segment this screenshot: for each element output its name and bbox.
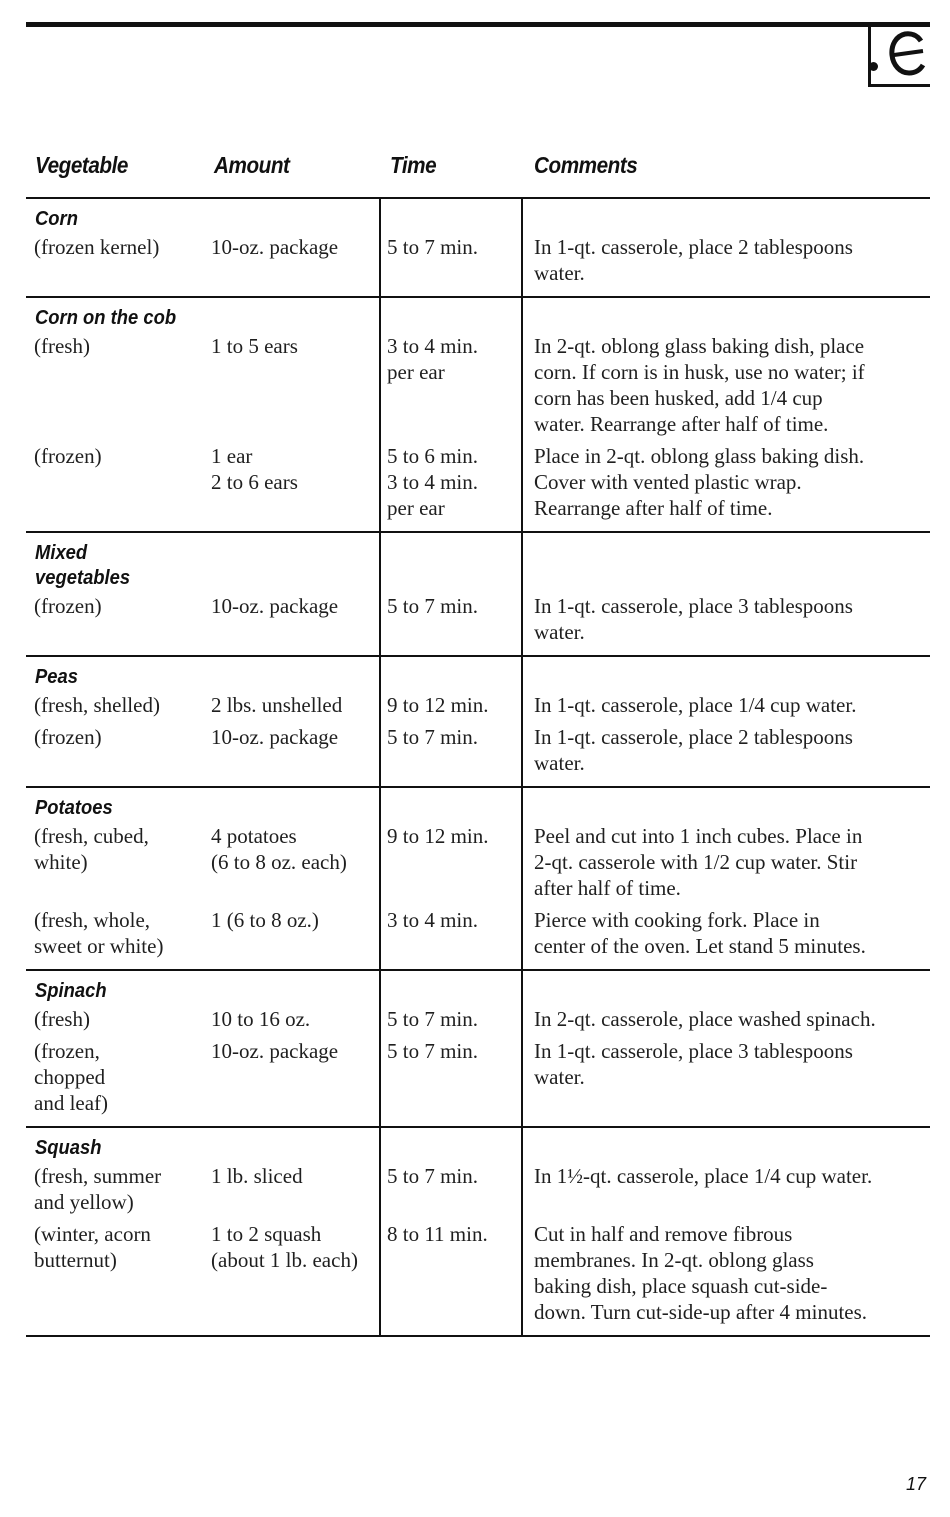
vegetable-name [35, 1136, 101, 1161]
amount-cell-line: 1 ear [211, 444, 253, 468]
amount-cell [211, 333, 298, 359]
amount-cell [211, 1221, 358, 1273]
comments-cell-line: Cut in half and remove fibrous [534, 1222, 793, 1246]
variety-cell-line: (fresh, shelled) [34, 693, 160, 717]
variety-cell-line: and yellow) [34, 1190, 134, 1214]
comments-cell-line: In 1-qt. casserole, place 2 tablespoons [534, 725, 853, 749]
comments-cell-line: down. Turn cut-side-up after 4 minutes. [534, 1300, 868, 1324]
comments-cell-line: In 1-qt. casserole, place 3 tablespoons [534, 1039, 853, 1063]
comments-cell [534, 724, 853, 776]
tab-bullet [869, 62, 878, 71]
comments-cell [534, 593, 853, 645]
header-time: Time [390, 152, 437, 178]
comments-cell-line: corn. If corn is in husk, use no water; if [534, 360, 865, 384]
column-divider [379, 788, 381, 969]
comments-cell [534, 1221, 867, 1325]
time-cell [387, 724, 478, 750]
column-divider [521, 971, 523, 1126]
amount-cell-line: 10-oz. package [211, 235, 339, 259]
time-cell-line: 5 to 6 min. [387, 444, 479, 468]
column-divider [379, 533, 381, 655]
variety-cell-line: white) [34, 850, 88, 874]
time-cell [387, 593, 478, 619]
amount-cell-line: 2 lbs. unshelled [211, 693, 343, 717]
time-cell [387, 234, 478, 260]
time-cell-line: 5 to 7 min. [387, 725, 479, 749]
column-divider [521, 298, 523, 531]
amount-cell-line: 10-oz. package [211, 1039, 339, 1063]
column-divider [379, 971, 381, 1126]
amount-cell-line: 1 lb. sliced [211, 1164, 303, 1188]
column-divider [379, 1128, 381, 1335]
time-cell-line: 3 to 4 min. [387, 470, 479, 494]
comments-cell-line: In 1-qt. casserole, place 1/4 cup water. [534, 693, 857, 717]
amount-cell [211, 692, 342, 718]
column-divider [521, 788, 523, 969]
vegetable-name-line: Corn [35, 208, 78, 230]
time-cell [387, 823, 489, 849]
time-cell [387, 1006, 478, 1032]
column-divider [521, 1128, 523, 1335]
header-amount: Amount [214, 152, 290, 178]
comments-cell-line: Peel and cut into 1 inch cubes. Place in [534, 824, 863, 848]
time-cell [387, 692, 489, 718]
comments-cell [534, 333, 865, 437]
time-cell-line: 5 to 7 min. [387, 1007, 479, 1031]
comments-cell-line: center of the oven. Let stand 5 minutes. [534, 934, 866, 958]
variety-cell [34, 593, 102, 619]
time-cell-line: 9 to 12 min. [387, 824, 489, 848]
top-rule [26, 22, 930, 27]
amount-cell [211, 1038, 338, 1064]
comments-cell-line: water. [534, 1065, 585, 1089]
vegetable-name-line: Corn on the cob [35, 307, 177, 329]
time-cell [387, 907, 478, 933]
variety-cell [34, 333, 90, 359]
comments-cell-line: membranes. In 2-qt. oblong glass [534, 1248, 814, 1272]
vegetable-name-line: Potatoes [35, 797, 113, 819]
variety-cell [34, 1221, 151, 1273]
comments-cell [534, 1006, 876, 1032]
variety-cell-line: chopped [34, 1065, 106, 1089]
variety-cell-line: (frozen) [34, 725, 102, 749]
comments-cell-line: Cover with vented plastic wrap. [534, 470, 802, 494]
time-cell-line: 3 to 4 min. [387, 334, 479, 358]
time-cell-line: 9 to 12 min. [387, 693, 489, 717]
comments-cell [534, 1038, 853, 1090]
cooking-table [26, 199, 930, 1337]
page-number: 17 [906, 1474, 927, 1494]
comments-cell [534, 443, 864, 521]
comments-cell [534, 907, 866, 959]
vegetable-group [26, 298, 930, 533]
column-divider [521, 533, 523, 655]
comments-cell [534, 1163, 872, 1189]
comments-cell-line: water. [534, 751, 585, 775]
time-cell-line: 5 to 7 min. [387, 235, 479, 259]
vegetable-name [35, 665, 78, 690]
vegetable-name-line: Squash [35, 1137, 102, 1159]
amount-cell [211, 593, 338, 619]
time-cell-line: 8 to 11 min. [387, 1222, 488, 1246]
variety-cell-line: sweet or white) [34, 934, 164, 958]
vegetable-group [26, 199, 930, 298]
vegetable-name [35, 306, 176, 331]
vegetable-name [35, 207, 78, 232]
time-cell-line: 3 to 4 min. [387, 908, 479, 932]
vegetable-group [26, 533, 930, 657]
vegetable-group [26, 788, 930, 971]
column-divider [379, 298, 381, 531]
vegetable-name-line: Peas [35, 666, 78, 688]
variety-cell-line: (winter, acorn [34, 1222, 151, 1246]
variety-cell-line: (fresh, whole, [34, 908, 151, 932]
time-cell-line: per ear [387, 360, 445, 384]
amount-cell [211, 234, 338, 260]
variety-cell-line: (frozen, [34, 1039, 100, 1063]
amount-cell [211, 1006, 310, 1032]
comments-cell-line: In 1½-qt. casserole, place 1/4 cup water. [534, 1164, 873, 1188]
vegetable-group [26, 971, 930, 1128]
amount-cell [211, 724, 338, 750]
vegetable-group [26, 1128, 930, 1337]
variety-cell [34, 1163, 161, 1215]
variety-cell [34, 443, 102, 469]
time-cell-line: 5 to 7 min. [387, 594, 479, 618]
comments-cell-line: In 1-qt. casserole, place 2 tablespoons [534, 235, 853, 259]
variety-cell-line: (frozen kernel) [34, 235, 160, 259]
amount-cell-line: (6 to 8 oz. each) [211, 850, 347, 874]
time-cell [387, 1163, 478, 1189]
section-tab [868, 27, 930, 87]
variety-cell [34, 907, 163, 959]
comments-cell-line: In 2-qt. oblong glass baking dish, place [534, 334, 865, 358]
amount-cell-line: 1 (6 to 8 oz.) [211, 908, 319, 932]
comments-cell-line: Place in 2-qt. oblong glass baking dish. [534, 444, 865, 468]
comments-cell-line: Rearrange after half of time. [534, 496, 773, 520]
variety-cell [34, 234, 159, 260]
comments-cell-line: In 1-qt. casserole, place 3 tablespoons [534, 594, 853, 618]
comments-cell-line: 2-qt. casserole with 1/2 cup water. Stir [534, 850, 858, 874]
comments-cell-line: Pierce with cooking fork. Place in [534, 908, 820, 932]
section-tab-icon [871, 27, 930, 84]
time-cell-line: 5 to 7 min. [387, 1164, 479, 1188]
time-cell-line: per ear [387, 496, 445, 520]
vegetable-name [35, 979, 107, 1004]
amount-cell-line: 2 to 6 ears [211, 470, 298, 494]
comments-cell-line: baking dish, place squash cut-side- [534, 1274, 828, 1298]
variety-cell-line: (frozen) [34, 594, 102, 618]
comments-cell-line: water. Rearrange after half of time. [534, 412, 829, 436]
column-divider [379, 657, 381, 786]
comments-cell [534, 823, 862, 901]
amount-cell [211, 1163, 303, 1189]
comments-cell-line: after half of time. [534, 876, 681, 900]
amount-cell-line: 10-oz. package [211, 725, 339, 749]
variety-cell [34, 724, 102, 750]
variety-cell-line: and leaf) [34, 1091, 109, 1115]
comments-cell [534, 234, 853, 286]
variety-cell-line: (fresh) [34, 334, 90, 358]
column-divider [521, 199, 523, 296]
vegetable-name [35, 541, 130, 591]
header-comments: Comments [534, 152, 638, 178]
amount-cell [211, 907, 319, 933]
time-cell-line: 5 to 7 min. [387, 1039, 479, 1063]
vegetable-name [35, 796, 113, 821]
variety-cell-line: (fresh, summer [34, 1164, 162, 1188]
variety-cell [34, 823, 149, 875]
time-cell [387, 1221, 488, 1247]
column-divider [521, 657, 523, 786]
vegetable-name-line: Spinach [35, 980, 107, 1002]
comments-cell [534, 692, 856, 718]
comments-cell-line: corn has been husked, add 1/4 cup [534, 386, 823, 410]
amount-cell-line: 10-oz. package [211, 594, 339, 618]
variety-cell-line: (fresh) [34, 1007, 90, 1031]
column-divider [379, 199, 381, 296]
variety-cell [34, 1038, 108, 1116]
variety-cell-line: (fresh, cubed, [34, 824, 149, 848]
amount-cell [211, 823, 347, 875]
variety-cell [34, 692, 160, 718]
comments-cell-line: water. [534, 620, 585, 644]
header-vegetable: Vegetable [35, 152, 128, 178]
vegetable-name-line: vegetables [35, 567, 131, 589]
variety-cell [34, 1006, 90, 1032]
amount-cell-line: 1 to 2 squash [211, 1222, 322, 1246]
variety-cell-line: butternut) [34, 1248, 117, 1272]
amount-cell [211, 443, 298, 495]
vegetable-name-line: Mixed [35, 542, 88, 564]
amount-cell-line: 10 to 16 oz. [211, 1007, 311, 1031]
time-cell [387, 443, 478, 521]
comments-cell-line: water. [534, 261, 585, 285]
amount-cell-line: 1 to 5 ears [211, 334, 298, 358]
vegetable-group [26, 657, 930, 788]
time-cell [387, 333, 478, 385]
amount-cell-line: 4 potatoes [211, 824, 297, 848]
time-cell [387, 1038, 478, 1064]
amount-cell-line: (about 1 lb. each) [211, 1248, 358, 1272]
comments-cell-line: In 2-qt. casserole, place washed spinach. [534, 1007, 876, 1031]
variety-cell-line: (frozen) [34, 444, 102, 468]
